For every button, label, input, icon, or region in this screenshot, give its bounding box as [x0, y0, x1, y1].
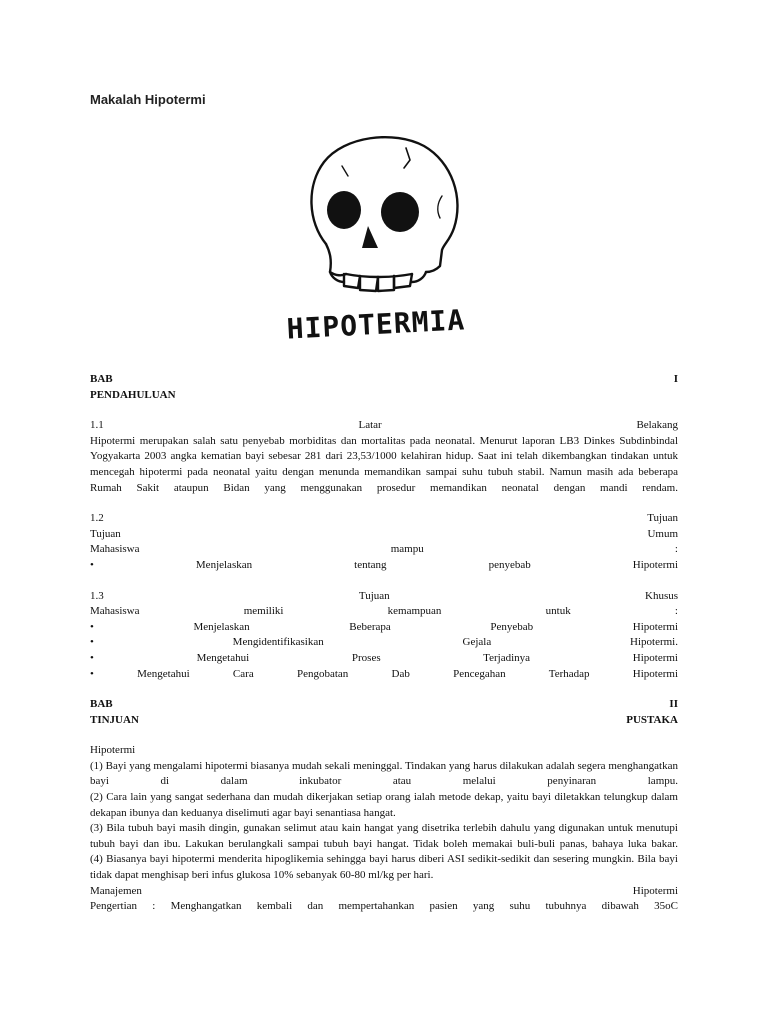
bullet-item: • Mengetahui Proses Terjadinya Hipotermi: [90, 651, 678, 664]
chapter-2-title: TINJUAN PUSTAKA: [90, 713, 678, 726]
subheading: Manajemen Hipotermi: [90, 884, 678, 897]
section-1-2-line: Tujuan Umum: [90, 527, 678, 540]
paragraph: (1) Bayi yang mengalami hipotermi biasanya mudah sekali meninggal. Tindakan yang harus dilakukan adalah segera menghangatkan bayi di dalam inkubator atau melalui penyinaran lampu.: [90, 759, 678, 788]
bullet-item: • Mengetahui Cara Pengobatan Dab Pencegahan Terhadap Hipotermi: [90, 667, 678, 680]
chapter-1-title: PENDAHULUAN: [90, 388, 176, 401]
paragraph: (2) Cara lain yang sangat sederhana dan mudah dikerjakan setiap orang ialah metode dekap, yaitu bayi diletakkan telungkup dalam dekapan ibunya dan keduanya diselimuti agar bayi senantiasa hangat.: [90, 791, 678, 819]
document-title: Makalah Hipotermi: [90, 92, 206, 107]
bullet-item: • Mengidentifikasikan Gejala Hipotermi.: [90, 636, 678, 649]
section-1-2-line: Mahasiswa mampu :: [90, 543, 678, 556]
paragraph: (3) Bila tubuh bayi masih dingin, gunakan selimut atau kain hangat yang disetrika terlebih dahulu yang digunakan untuk menutupi tubuh bayi dan ibu. Lakukan berulangkali sampai tubuh bayi hangat. Tidak boleh memakai buli-buli panas, bahaya luka bakar.: [90, 822, 678, 850]
section-1-3-heading: 1.3 Tujuan Khusus: [90, 589, 678, 602]
section-1-3-line: Mahasiswa memiliki kemampuan untuk :: [90, 605, 678, 618]
paragraph: Pengertian : Menghangatkan kembali dan mempertahankan pasien yang suhu tubuhnya dibawah 35oC: [90, 900, 678, 913]
section-1-2-heading: 1.2 Tujuan: [90, 512, 678, 525]
chapter-1-number: BAB I: [90, 373, 678, 385]
skull-illustration: [286, 126, 466, 346]
section-1-1-heading: 1.1 Latar Belakang: [90, 419, 678, 432]
bullet-item: • Menjelaskan Beberapa Penyebab Hipotermi: [90, 620, 678, 633]
section-1-1-body: Hipotermi merupakan salah satu penyebab morbiditas dan mortalitas pada neonatal. Menurut laporan LB3 Dinkes Subdinbindal Yogyakarta 2003 angka kematian bayi sebesar 281 dari 23,53/1000 kelahiran hidup. Saat ini telah dikembangkan tindakan untuk mencegah hipotermi pada neonatal yaitu dengan menunda memandikan sampai suhu tubuh stabil. Namun masih ada beberapa Rumah Sakit ataupun Bidan yang menggunakan prosedur memandikan neonatal dengan mandi rendam.: [90, 434, 678, 494]
document-body: [90, 372, 678, 915]
section-2-heading: Hipotermi: [90, 744, 136, 757]
paragraph: (4) Biasanya bayi hipotermi menderita hipoglikemia sehingga bayi harus diberi ASI sedikit-sedikit dan sesering mungkin. Bila bayi tidak dapat menghisap beri infus glukosa 10% sebanyak 60-80 ml/kg per hari.: [90, 853, 678, 882]
bullet-item: • Menjelaskan tentang penyebab Hipotermi: [90, 558, 678, 571]
chapter-2-number: BAB II: [90, 698, 678, 711]
art-caption: HIPOTERMIA: [286, 303, 466, 346]
